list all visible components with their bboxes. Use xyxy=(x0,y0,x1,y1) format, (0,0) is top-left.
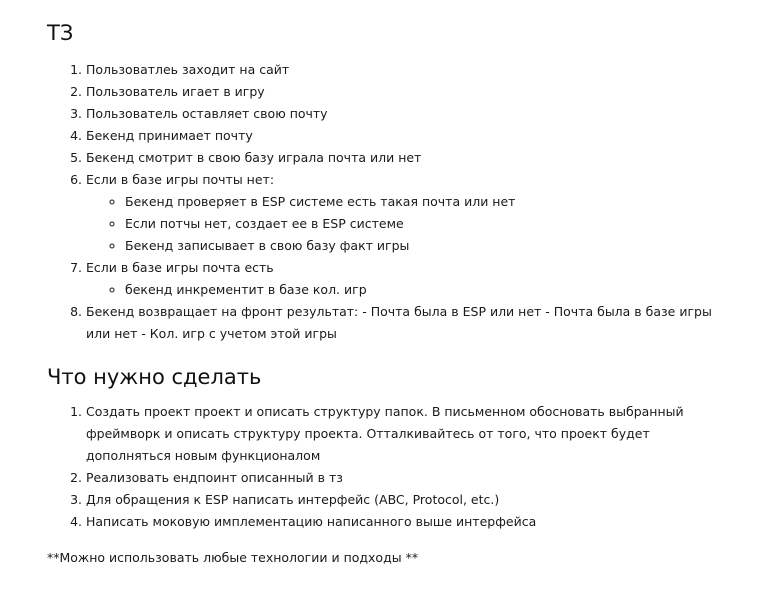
list-item-text: Если в базе игры почты нет: xyxy=(86,172,275,187)
list-item xyxy=(86,257,726,301)
list-item: 5. Бекенд смотрит в свою базу играла почта или нет xyxy=(86,147,726,169)
list-item: 3. Пользователь оставляет свою почту xyxy=(86,103,726,125)
list-item xyxy=(86,169,726,257)
sub-list-item: ◦ Бекенд проверяет в ESP системе есть такая почта или нет xyxy=(125,191,726,213)
tz-steps-list xyxy=(0,59,726,345)
list-item: 2. Пользователь игает в игру xyxy=(86,81,726,103)
todo-steps-list xyxy=(0,401,726,533)
list-item: 4. Написать моковую имплементацию написанного выше интерфейса xyxy=(86,511,726,533)
list-item: 2. Реализовать ендпоинт описанный в тз xyxy=(86,467,726,489)
list-item: 1. Пользоватлеь заходит на сайт xyxy=(86,59,726,81)
section-title-tz: ТЗ xyxy=(47,21,74,45)
sub-list xyxy=(86,279,726,301)
sub-list xyxy=(86,191,726,257)
sub-list-item: ◦ бекенд инкрементит в базе кол. игр xyxy=(125,279,726,301)
footnote: **Можно использовать любые технологии и подходы ** xyxy=(47,550,419,565)
sub-list-item: ◦ Бекенд записывает в свою базу факт игры xyxy=(125,235,726,257)
section-title-todo: Что нужно сделать xyxy=(47,365,262,389)
list-item: 4. Бекенд принимает почту xyxy=(86,125,726,147)
list-item: 8. Бекенд возвращает на фронт результат: - Почта была в ESP или нет - Почта была в базе игры или нет - Кол. игр с учетом этой игры xyxy=(86,301,726,345)
list-item: 1. Создать проект проект и описать структуру папок. В письменном обосновать выбранный фреймворк и описать структуру проекта. Отталкивайтесь от того, что проект будет дополняться новым функционалом xyxy=(86,401,726,467)
list-item: 3. Для обращения к ESP написать интерфейс (ABC, Protocol, etc.) xyxy=(86,489,726,511)
sub-list-item: ◦ Если потчы нет, создает ее в ESP системе xyxy=(125,213,726,235)
list-item-text: Если в базе игры почта есть xyxy=(86,260,274,275)
